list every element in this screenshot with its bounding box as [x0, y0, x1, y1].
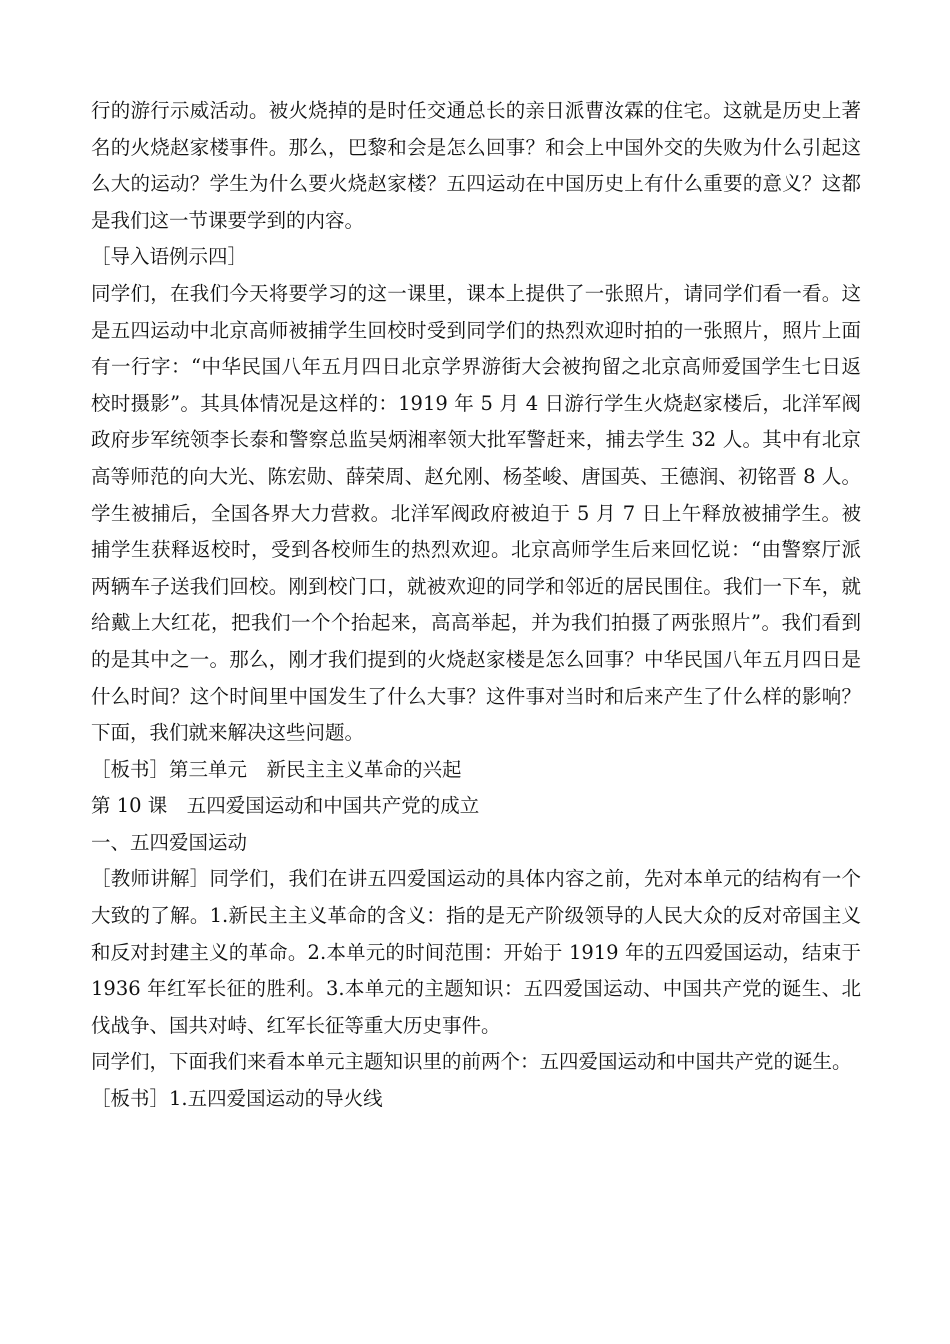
paragraph-example-four: 同学们，在我们今天将要学习的这一课里，课本上提供了一张照片，请同学们看一看。这是五四运动中北京高师被捕学生回校时受到同学们的热烈欢迎时拍的一张照片，照片上面有一行字：“中华民国八年五月四日北京学界游街大会被拘留之北京高师爱国学生七日返校时摄影”。其具体情况是这样的：1919 年 5 月 4 日游行学生火烧赵家楼后，北洋军阀政府步军统领李长泰和警察总监吴炳湘率领大批军警赶来，捕去学生 32 人。其中有北京高等师范的向大光、陈宏勋、薛荣周、赵允刚、杨荃峻、唐国英、王德润、初铭晋 8 人。学生被捕后，全国各界大力营救。北洋军阀政府被迫于 5 月 7 日上午释放被捕学生。被捕学生获释返校时，受到各校师生的热烈欢迎。北京高师学生后来回忆说：“由警察厅派两辆车子送我们回校。刚到校门口，就被欢迎的同学和邻近的居民围住。我们一下车，就给戴上大红花，把我们一个个抬起来，高高举起，并为我们拍摄了两张照片”。我们看到的是其中之一。那么，刚才我们提到的火烧赵家楼是怎么回事？中华民国八年五月四日是什么时间？这个时间里中国发生了什么大事？这件事对当时和后来产生了什么样的影响？下面，我们就来解决这些问题。 — [91, 281, 861, 745]
lesson-title: 第 10 课 五四爱国运动和中国共产党的成立 — [91, 794, 480, 818]
paragraph-intro-continuation: 行的游行示威活动。被火烧掉的是时任交通总长的亲日派曹汝霖的住宅。这就是历史上著名的火烧赵家楼事件。那么，巴黎和会是怎么回事？和会上中国外交的失败为什么引起这么大的运动？学生为什么要火烧赵家楼？五四运动在中国历史上有什么重要的意义？这都是我们这一节课要学到的内容。 — [91, 99, 861, 232]
section-title: 一、五四爱国运动 — [91, 830, 248, 854]
paragraph-transition: 同学们，下面我们来看本单元主题知识里的前两个：五四爱国运动和中国共产党的诞生。 — [91, 1050, 852, 1074]
example-heading: ［导入语例示四］ — [91, 245, 248, 269]
paragraph-teacher-explanation: ［教师讲解］同学们，我们在讲五四爱国运动的具体内容之前，先对本单元的结构有一个大致的了解。1.新民主主义革命的含义：指的是无产阶级领导的人民大众的反对帝国主义和反对封建主义的革命。2.本单元的时间范围：开始于 1919 年的五四爱国运动，结束于 1936 年红军长征的胜利。3.本单元的主题知识：五四爱国运动、中国共产党的诞生、北伐战争、国共对峙、红军长征等重大历史事件。 — [91, 867, 861, 1037]
board-subsection-title: ［板书］1.五四爱国运动的导火线 — [91, 1087, 383, 1111]
document-page — [91, 93, 861, 1118]
board-unit-title: ［板书］第三单元 新民主主义革命的兴起 — [91, 757, 462, 781]
